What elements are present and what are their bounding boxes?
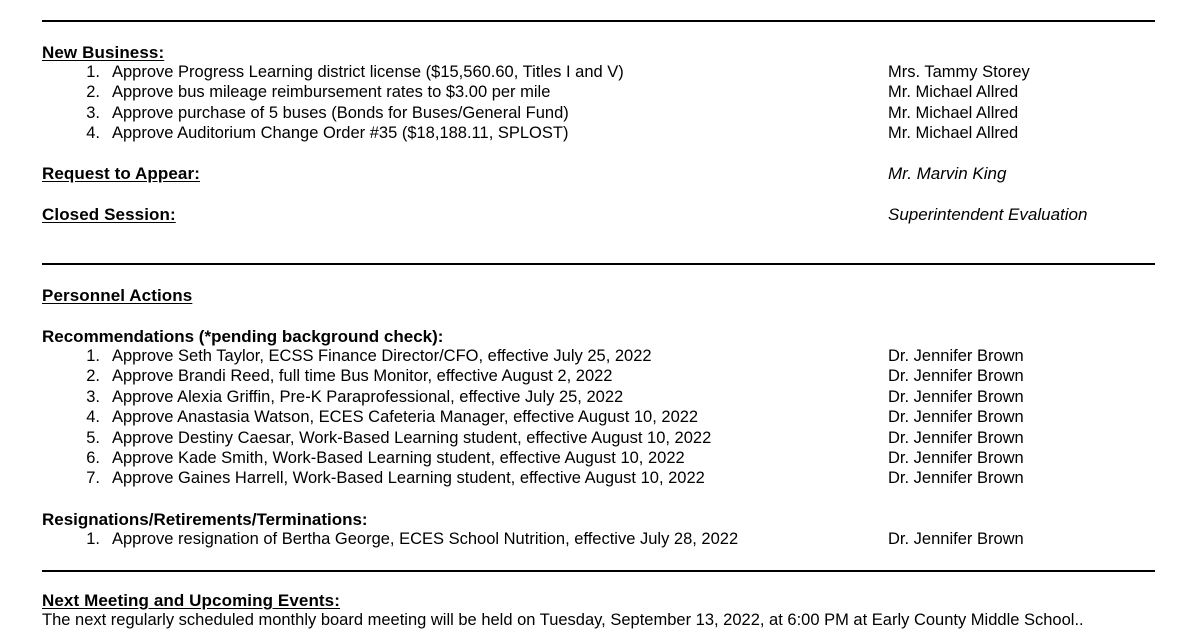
- list-item-presenter: Dr. Jennifer Brown: [888, 469, 1024, 488]
- divider-rule-bottom: [42, 570, 1155, 572]
- list-item-text: Approve Destiny Caesar, Work-Based Learning student, effective August 10, 2022: [112, 428, 712, 447]
- list-item: [42, 469, 1155, 489]
- list-item-presenter: Dr. Jennifer Brown: [888, 367, 1024, 386]
- resignations-heading: Resignations/Retirements/Terminations:: [42, 510, 368, 529]
- list-item-text: Approve Seth Taylor, ECSS Finance Director/CFO, effective July 25, 2022: [112, 347, 652, 365]
- list-item-number: 1.: [86, 63, 100, 81]
- divider-rule-middle: [42, 263, 1155, 265]
- list-item-text: Approve bus mileage reimbursement rates to $3.00 per mile: [112, 83, 551, 102]
- list-item: [42, 367, 1155, 387]
- list-item-number: 4.: [86, 124, 100, 143]
- divider-rule-top: [42, 20, 1155, 22]
- list-item-presenter: Dr. Jennifer Brown: [888, 347, 1024, 365]
- list-item-text: Approve purchase of 5 buses (Bonds for Buses/General Fund): [112, 103, 569, 122]
- request-to-appear-value: Mr. Marvin King: [888, 164, 1007, 183]
- list-item: [42, 449, 1155, 469]
- list-item-presenter: Mr. Michael Allred: [888, 83, 1019, 102]
- list-item-number: 7.: [86, 469, 100, 488]
- recommendations-list: [42, 347, 1155, 490]
- list-item-number: 3.: [86, 387, 100, 406]
- new-business-list: [42, 63, 1155, 145]
- list-item-text: Approve Auditorium Change Order #35 ($18,188.11, SPLOST): [112, 124, 569, 143]
- recommendations-heading: Recommendations (*pending background check):: [42, 327, 444, 346]
- closed-session-value: Superintendent Evaluation: [888, 205, 1088, 224]
- list-item-text: Approve Kade Smith, Work-Based Learning student, effective August 10, 2022: [112, 448, 685, 467]
- list-item-presenter: Dr. Jennifer Brown: [888, 428, 1024, 447]
- list-item: [42, 388, 1155, 408]
- list-item: [42, 530, 1155, 550]
- list-item-number: 2.: [86, 367, 100, 386]
- list-item-presenter: Mr. Michael Allred: [888, 103, 1019, 122]
- list-item-number: 2.: [86, 83, 100, 102]
- list-item: [42, 429, 1155, 449]
- resignations-list: [42, 530, 1155, 550]
- closed-session-heading: Closed Session:: [42, 205, 176, 224]
- list-item-text: Approve Progress Learning district license ($15,560.60, Titles I and V): [112, 63, 624, 81]
- list-item-text: Approve Alexia Griffin, Pre-K Paraprofessional, effective July 25, 2022: [112, 387, 624, 406]
- list-item-number: 5.: [86, 428, 100, 447]
- list-item-number: 3.: [86, 103, 100, 122]
- list-item-text: Approve Gaines Harrell, Work-Based Learning student, effective August 10, 2022: [112, 469, 705, 488]
- list-item: [42, 347, 1155, 367]
- list-item: [42, 104, 1155, 124]
- list-item-presenter: Dr. Jennifer Brown: [888, 387, 1024, 406]
- list-item-text: Approve Anastasia Watson, ECES Cafeteria Manager, effective August 10, 2022: [112, 408, 699, 427]
- list-item-presenter: Dr. Jennifer Brown: [888, 530, 1024, 548]
- next-meeting-heading: Next Meeting and Upcoming Events:: [42, 591, 341, 610]
- list-item-number: 1.: [86, 347, 100, 365]
- list-item-text: Approve resignation of Bertha George, ECES School Nutrition, effective July 28, 2022: [112, 530, 739, 548]
- next-meeting-text: The next regularly scheduled monthly board meeting will be held on Tuesday, September 13, 2022, at 6:00 PM at Early County Middle School..: [42, 611, 1084, 629]
- list-item: [42, 83, 1155, 103]
- list-item-number: 4.: [86, 408, 100, 427]
- list-item-number: 1.: [86, 530, 100, 548]
- list-item: [42, 63, 1155, 83]
- list-item-presenter: Mrs. Tammy Storey: [888, 63, 1030, 81]
- list-item-presenter: Mr. Michael Allred: [888, 124, 1019, 143]
- new-business-heading: New Business:: [42, 43, 165, 62]
- list-item-presenter: Dr. Jennifer Brown: [888, 408, 1024, 427]
- list-item: [42, 408, 1155, 428]
- personnel-actions-heading: Personnel Actions: [42, 286, 193, 305]
- list-item-number: 6.: [86, 448, 100, 467]
- list-item-text: Approve Brandi Reed, full time Bus Monitor, effective August 2, 2022: [112, 367, 613, 386]
- list-item: [42, 124, 1155, 144]
- list-item-presenter: Dr. Jennifer Brown: [888, 448, 1024, 467]
- request-to-appear-heading: Request to Appear:: [42, 164, 200, 183]
